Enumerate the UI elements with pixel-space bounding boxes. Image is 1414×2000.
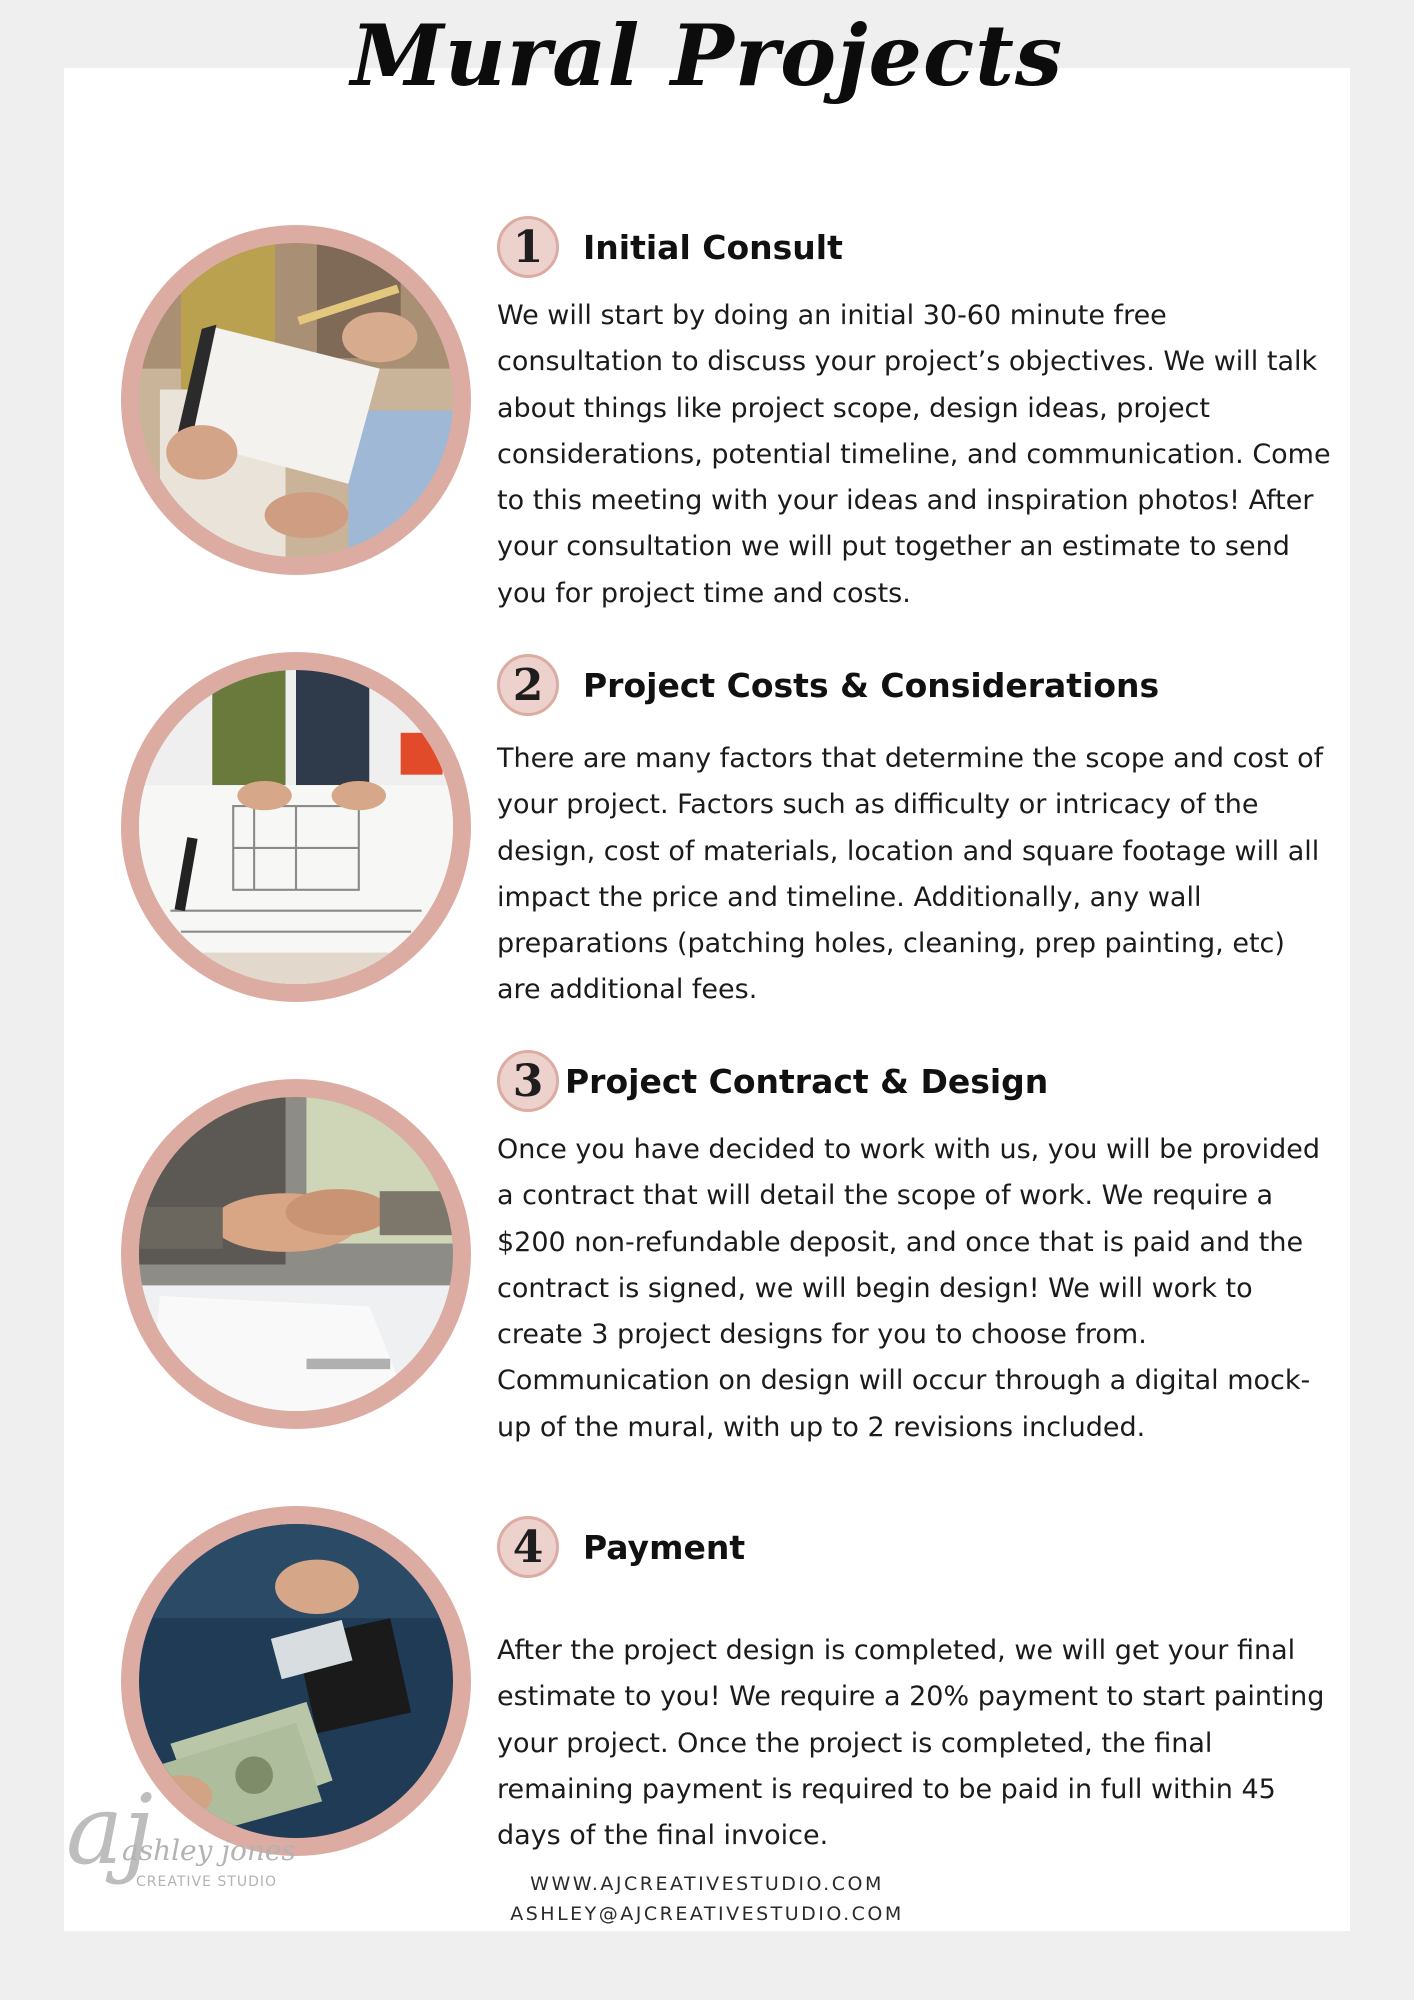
step-initial-consult (497, 211, 1337, 617)
section-heading (497, 649, 1337, 721)
handshake-contract-photo (121, 1079, 471, 1429)
footer-website-link[interactable]: WWW.AJCREATIVESTUDIO.COM (530, 1873, 884, 1895)
section-heading (497, 211, 1337, 283)
blueprint-planning-photo (121, 652, 471, 1002)
ashley-jones-logo (66, 1774, 296, 1922)
logo-name: ashley jones (122, 1834, 296, 1867)
consultation-clipboard-photo (121, 225, 471, 575)
section-title: Project Contract & Design (565, 1061, 1049, 1101)
step-number-badge: 4 (497, 1516, 559, 1578)
step-payment (497, 1511, 1337, 1859)
section-title: Initial Consult (583, 227, 843, 267)
logo-monogram: aj (66, 1774, 153, 1886)
step-contract-design (497, 1045, 1337, 1451)
section-body: There are many factors that determine the scope and cost of your project. Factors such as difficulty or intricacy of the design, cost of materials, location and square footage will all impact the price and timeline. Additionally, any wall preparations (patching holes, cleaning, prep painting, etc) are additional fees. (497, 743, 1324, 1006)
step-number-badge: 2 (497, 654, 559, 716)
section-heading (497, 1511, 1337, 1583)
step-number-badge: 3 (497, 1050, 559, 1112)
step-number-badge: 1 (497, 216, 559, 278)
section-title: Project Costs & Considerations (583, 665, 1160, 705)
section-title: Payment (583, 1527, 746, 1567)
section-body: We will start by doing an initial 30-60 minute free consultation to discuss your project’s objectives. We will talk about things like project scope, design ideas, project considerations, potential timeline, and communication. Come to this meeting with your ideas and inspiration photos! After your consultation we will put together an estimate to send you for project time and costs. (497, 300, 1331, 609)
section-body: Once you have decided to work with us, you will be provided a contract that will detail the scope of work. We require a $200 non-refundable deposit, and once that is paid and the contract is signed, we will begin design! We will work to create 3 project designs for you to choose from. Communication on design will occur through a digital mock-up of the mural, with up to 2 revisions included. (497, 1134, 1321, 1443)
step-project-costs (497, 649, 1337, 1014)
page-title: Mural Projects (350, 6, 1064, 105)
section-body: After the project design is completed, we will get your final estimate to you! We require a 20% payment to start painting your project. Once the project is completed, the final remaining payment is required to be paid in full within 45 days of the final invoice. (497, 1635, 1325, 1852)
section-heading (497, 1045, 1337, 1117)
logo-subtitle: CREATIVE STUDIO (136, 1874, 278, 1890)
footer-email-link[interactable]: ASHLEY@AJCREATIVESTUDIO.COM (510, 1903, 904, 1925)
